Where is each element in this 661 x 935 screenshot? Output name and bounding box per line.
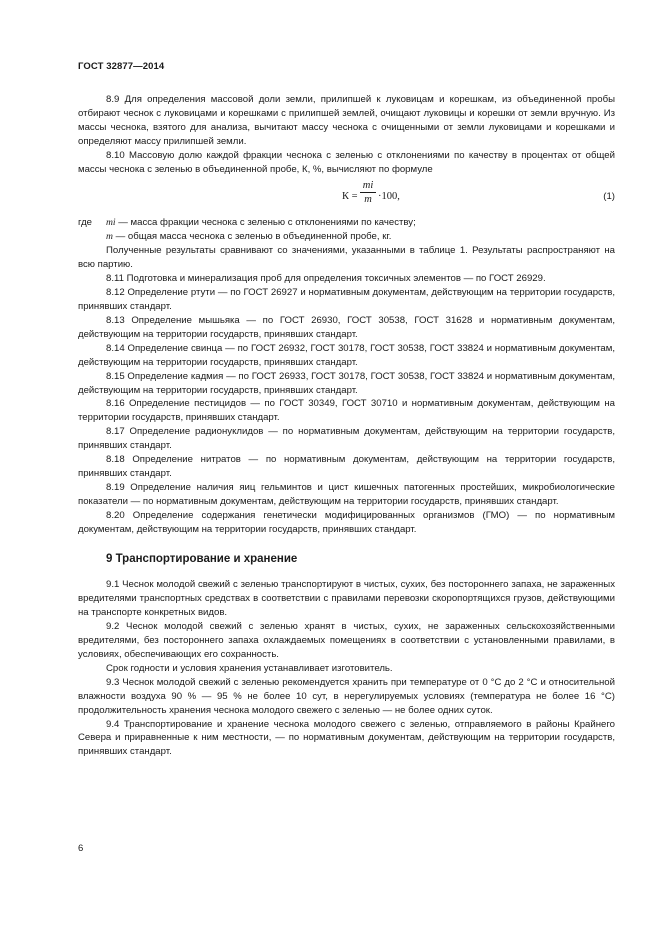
paragraph-8-13: 8.13 Определение мышьяка — по ГОСТ 26930, ГОСТ 30538, ГОСТ 31628 и нормативным документам, действующим на территории государств, принявших стандарт. xyxy=(78,314,615,340)
section-9-heading: 9 Транспортирование и хранение xyxy=(106,553,298,566)
document-code: ГОСТ 32877—2014 xyxy=(78,61,165,72)
paragraph-8-19: 8.19 Определение наличия яиц гельминтов и цист кишечных патогенных простейших, микробиологические показатели — по нормативным документам, действующим на территории государств, принявших стандарт. xyxy=(78,481,615,507)
where-line-2 xyxy=(78,230,615,244)
paragraph-8-9: 8.9 Для определения массовой доли земли, прилипшей к луковицам и корешкам, из объединенной пробы отбирают чеснок с луковицами и корешками с прилипшей землей, очищают луковицы и корешки от земли вручную. Из массы чеснока, взятого для анализа, вычитают массу чеснока с очищенными от земли луковицами и корешками и определяют массу прилипшей земли. xyxy=(78,94,615,147)
paragraph-9-3: 9.3 Чеснок молодой свежий с зеленью рекомендуется хранить при температуре от 0 °С до 2 °С и относительной влажности воздуха 90 % — 95 % не более 10 сут, в нерегулируемых условиях (температура не более 16 °С) продолжительность хранения чеснока молодого свежего с зеленью — не более одних суток. xyxy=(78,676,615,716)
formula-number: (1) xyxy=(603,191,615,203)
formula-1 xyxy=(78,180,615,214)
paragraph-8-12: 8.12 Определение ртути — по ГОСТ 26927 и нормативным документам, действующим на территории государств, принявших стандарт. xyxy=(78,287,615,313)
where-var-mi: mi xyxy=(106,217,116,229)
paragraph-8-11: 8.11 Подготовка и минерализация проб для определения токсичных элементов — по ГОСТ 26929. xyxy=(106,273,546,285)
paragraph-8-17: 8.17 Определение радионуклидов — по нормативным документам, действующим на территории государств, принявших стандарт. xyxy=(78,426,615,452)
where-text-1: — масса фракции чеснока с зеленью с отклонениями по качеству; xyxy=(118,217,416,229)
formula-fraction xyxy=(360,180,376,206)
formula-lhs: К = xyxy=(342,191,358,203)
paragraph-8-14: 8.14 Определение свинца — по ГОСТ 26932, ГОСТ 30178, ГОСТ 30538, ГОСТ 33824 и нормативным документам, действующим на территории государств, принявших стандарт. xyxy=(78,342,615,368)
paragraph-8-20: 8.20 Определение содержания генетически модифицированных организмов (ГМО) — по нормативным документам, действующим на территории государств, принявших стандарт. xyxy=(78,509,615,535)
where-var-m: m xyxy=(106,231,113,243)
paragraph-8-10: 8.10 Массовую долю каждой фракции чеснока с зеленью с отклонениями по качеству в процентах от общей массы чеснока с зеленью в объединенной пробе, К, %, вычисляют по формуле xyxy=(78,149,615,175)
formula-numerator: mi xyxy=(360,180,376,193)
paragraph-8-18: 8.18 Определение нитратов — по нормативным документам, действующим на территории государств, принявших стандарт. xyxy=(78,454,615,479)
paragraph-shelf-life: Срок годности и условия хранения устанавливает изготовитель. xyxy=(106,662,393,674)
document-body xyxy=(78,93,615,759)
paragraph-8-16: 8.16 Определение пестицидов — по ГОСТ 30349, ГОСТ 30710 и нормативным документам, действующим на территории государств, принявших стандарт. xyxy=(78,398,615,424)
paragraph-9-2: 9.2 Чеснок молодой свежий с зеленью хранят в чистых, сухих, не зараженных сельскохозяйственными вредителями, без постороннего запаха охлаждаемых помещениях в соответствии с установленными правилами, в условиях, обеспечивающих его сохранность. xyxy=(78,621,615,660)
where-text-2: — общая масса чеснока с зеленью в объединенной пробе, кг. xyxy=(115,231,392,243)
where-prefix: где xyxy=(78,217,93,229)
where-line-1 xyxy=(78,216,615,230)
formula-denominator: m xyxy=(364,194,372,206)
formula-rest: ·100, xyxy=(378,191,400,203)
paragraph-9-1: 9.1 Чеснок молодой свежий с зеленью транспортируют в чистых, сухих, без постороннего запаха, не зараженных вредителями транспортных средствах в соответствии с правилами перевозки скоропортящихся грузов, действующими на транспорте конкретных видов. xyxy=(78,579,615,619)
paragraph-8-15: 8.15 Определение кадмия — по ГОСТ 26933, ГОСТ 30178, ГОСТ 30538, ГОСТ 33824 и нормативным документам, действующим на территории государств, принявших стандарт. xyxy=(78,370,615,396)
page-number: 6 xyxy=(78,843,84,854)
paragraph-9-4: 9.4 Транспортирование и хранение чеснока молодого свежего с зеленью, отправляемого в районы Крайнего Севера и приравненные к ним местности, — по нормативным документам, действующим на территории государств, принявших стандарт. xyxy=(78,718,615,758)
paragraph-results: Полученные результаты сравнивают со значениями, указанными в таблице 1. Результаты распространяют на всю партию. xyxy=(78,245,615,271)
